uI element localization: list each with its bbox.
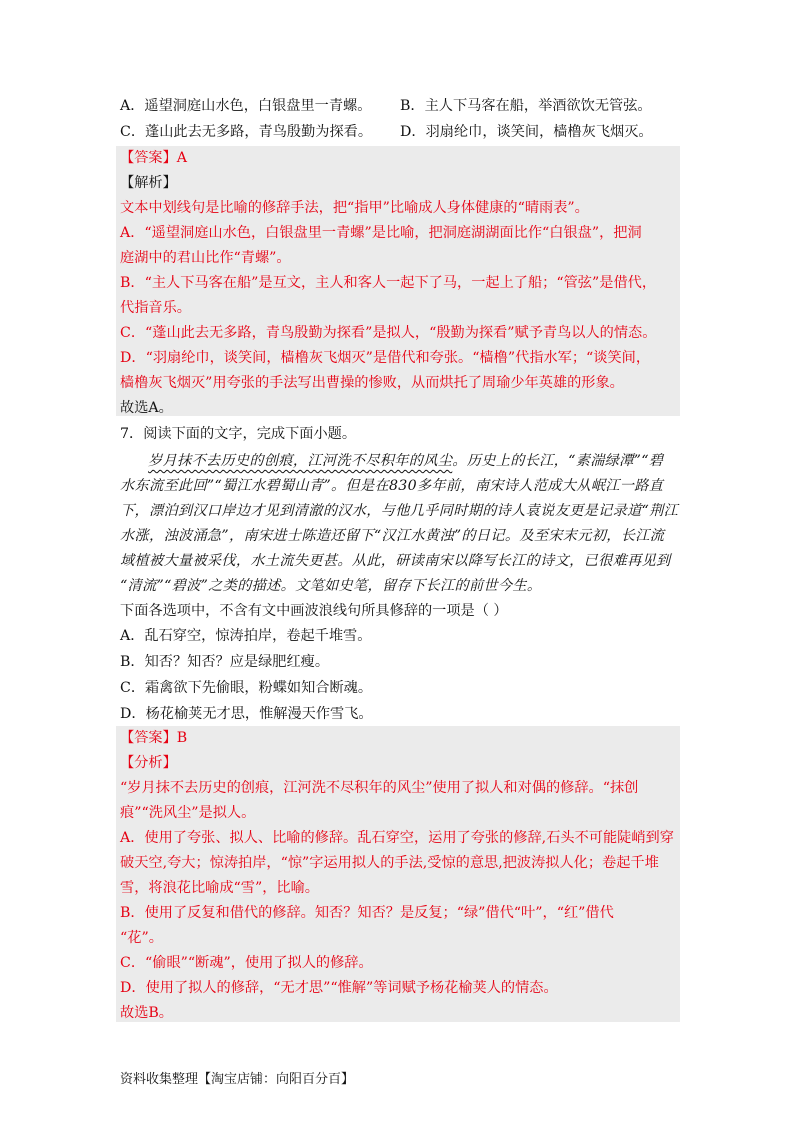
analysis-line: B．使用了反复和借代的修辞。知否？知否？是反复；“绿”借代“叶”，“红”借代 xyxy=(120,905,614,921)
analysis-line: 痕”“洗风尘”是拟人。 xyxy=(120,805,256,821)
question-7-title: 7．阅读下面的文字，完成下面小题。 xyxy=(120,426,357,442)
answer-text: 【答案】A xyxy=(120,150,187,166)
passage-line: 水涨，浊波涌急”，南宋进士陈造还留下“汉江水黄浊”的日记。及至宋末元初，长江流 xyxy=(120,528,665,544)
analysis-line: A．“遥望洞庭山水色，白银盘里一青螺”是比喻，把洞庭湖湖面比作“白银盘”，把洞 xyxy=(120,225,642,241)
conclusion: 故选A。 xyxy=(120,400,173,416)
prev-option-a: A．遥望洞庭山水色，白银盘里一青螺。 xyxy=(120,98,372,114)
passage-line: 下，漂泊到汉口岸边才见到清澈的汉水，与他几乎同时期的诗人袁说友更是记录道“荆江 xyxy=(120,503,679,519)
option-d: D．杨花榆荚无才思，惟解漫天作雪飞。 xyxy=(120,706,373,722)
analysis-line: D．“羽扇纶巾，谈笑间，樯橹灰飞烟灭”是借代和夸张。“樯橹”代指水军；“谈笑间， xyxy=(120,350,651,366)
answer-text: 【答案】B xyxy=(120,730,188,746)
option-b: B．知否？知否？应是绿肥红瘦。 xyxy=(120,654,330,670)
question-prompt: 下面各选项中，不含有文中画波浪线句所具修辞的一项是（ ） xyxy=(120,603,508,619)
analysis-line: 文本中划线句是比喻的修辞手法，把“指甲”比喻成人身体健康的“晴雨表”。 xyxy=(120,200,589,216)
analysis-line: 樯橹灰飞烟灭”用夸张的手法写出曹操的惨败，从而烘托了周瑜少年英雄的形象。 xyxy=(120,375,624,391)
analysis-line: D．使用了拟人的修辞，“无才思”“惟解”等词赋予杨花榆荚人的情态。 xyxy=(120,980,558,996)
prev-option-b: B．主人下马客在船，举酒欲饮无管弦。 xyxy=(400,98,652,114)
analysis-line: A．使用了夸张、拟人、比喻的修辞。乱石穿空，运用了夸张的修辞,石头不可能陡峭到穿 xyxy=(120,830,674,846)
analysis-line: 破天空,夸大；惊涛拍岸，“惊”字运用拟人的手法,受惊的意思,把波涛拟人化；卷起千堆 xyxy=(120,855,659,871)
passage-line: 水东流至此回”“蜀江水碧蜀山青”。但是在830多年前，南宋诗人范成大从岷江一路直 xyxy=(120,478,664,494)
option-a: A．乱石穿空，惊涛拍岸，卷起千堆雪。 xyxy=(120,628,372,644)
analysis-line: B．“主人下马客在船”是互文，主人和客人一起下了马，一起上了船；“管弦”是借代， xyxy=(120,275,657,291)
analysis-line: 雪，将浪花比喻成“雪”，比喻。 xyxy=(120,880,319,896)
conclusion: 故选B。 xyxy=(120,1005,173,1021)
analysis-label: 【分析】 xyxy=(120,755,177,771)
passage-line: 域植被大量被采伐，水土流失更甚。从此，研读南宋以降写长江的诗文，已很难再见到 xyxy=(120,553,671,569)
passage-line xyxy=(148,449,663,474)
wavy-underlined-sentence: 岁月抹不去历史的创痕，江河洗不尽积年的风尘 xyxy=(148,453,453,469)
analysis-line: 代指音乐。 xyxy=(120,300,191,316)
analysis-line: 庭湖中的君山比作“青螺”。 xyxy=(120,250,291,266)
answer-label xyxy=(120,726,187,751)
analysis-line: “花”。 xyxy=(120,930,163,946)
analysis-label: 【解析】 xyxy=(120,175,177,191)
analysis-line: C．“偷眼”“断魂”，使用了拟人的修辞。 xyxy=(120,955,373,971)
prev-option-c: C．蓬山此去无多路，青鸟殷勤为探看。 xyxy=(120,124,373,140)
footer-text: 资料收集整理【淘宝店铺：向阳百分百】 xyxy=(120,1072,355,1087)
option-c: C．霜禽欲下先偷眼，粉蝶如知合断魂。 xyxy=(120,680,373,696)
analysis-line: C．“蓬山此去无多路，青鸟殷勤为探看”是拟人，“殷勤为探看”赋予青鸟以人的情态。 xyxy=(120,325,657,341)
passage-text: 。历史上的长江，“素湍绿潭”“碧 xyxy=(452,453,664,469)
answer-label xyxy=(120,146,187,171)
analysis-line: “岁月抹不去历史的创痕，江河洗不尽积年的风尘”使用了拟人和对偶的修辞。“抹创 xyxy=(120,780,639,796)
prev-option-d: D．羽扇纶巾，谈笑间，樯橹灰飞烟灭。 xyxy=(400,124,653,140)
passage-line: “清流”“碧波”之类的描述。文笔如史笔，留存下长江的前世今生。 xyxy=(120,578,542,594)
